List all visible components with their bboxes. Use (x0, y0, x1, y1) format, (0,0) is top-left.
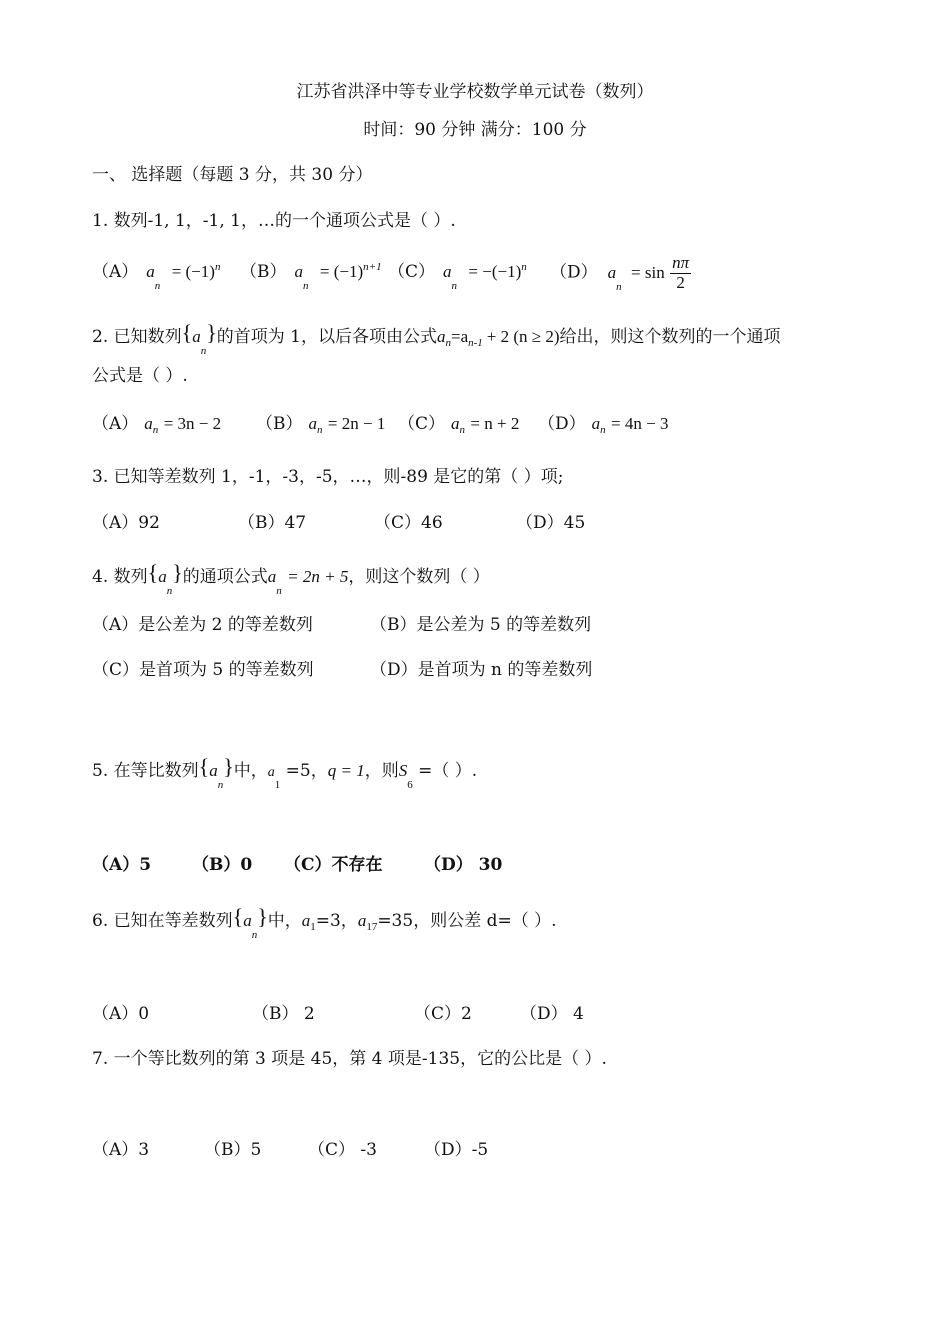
q4-option-a: （A）是公差为 2 的等差数列 (92, 615, 313, 635)
q1-option-b: （B） $a_n = (-1)^{n+1}$ (240, 261, 382, 292)
question-3: 3. 已知等差数列 1，-1，-3，-5，…，则-89 是它的第（ ）项; (92, 467, 564, 487)
q4-option-d: （D）是首项为 n 的等差数列 (370, 660, 593, 680)
q6-option-c: （C）2 (414, 1004, 472, 1024)
q7-option-b: （B）5 (204, 1140, 262, 1160)
q4-option-c: （C）是首项为 5 的等差数列 (92, 660, 314, 680)
q6-option-a: （A）0 (92, 1004, 150, 1024)
q2-option-a: （A） $a_n = 3n - 2$ (92, 414, 222, 436)
q4-option-b: （B）是公差为 5 的等差数列 (370, 615, 592, 635)
q7-option-c: （C） -3 (308, 1140, 377, 1160)
q5-option-c: （C）不存在 (284, 855, 383, 875)
q3-option-c: （C）46 (374, 513, 443, 533)
q3-option-b: （B）47 (238, 513, 307, 533)
q1-option-a: （A） $a_n = (-1)^n$ (92, 261, 221, 292)
q2-option-c: （C） $a_n = n + 2$ (398, 414, 520, 436)
question-4: 4. 数列$\{a_n\}$的通项公式$a_n = 2n + 5$，则这个数列（ ） (92, 560, 490, 597)
question-5: 5. 在等比数列$\{a_n\}$中，$a_1 =5$，q = 1，则$S_6$ =（ ）. (92, 754, 478, 791)
q5-option-d: （D） 30 (424, 855, 503, 875)
fraction: $\frac{n\pi}{2}$ (672, 253, 690, 292)
q2-option-b: （B） $a_n = 2n - 1$ (256, 414, 386, 436)
q7-option-a: （A）3 (92, 1140, 150, 1160)
question-6: 6. 已知在等差数列$\{a_n\}$中，$a_1=3$，$a_{17}=35$，则公差 d=（ ）. (92, 904, 557, 941)
question-2: 2. 已知数列$\{a_n\}$的首项为 1，以后各项由公式$a_n=a_{n-1} + 2$ (n ≥ 2)给出，则这个数列的一个通项 (92, 320, 781, 357)
exam-subtitle: 时间：90 分钟 满分：100 分 (363, 120, 587, 140)
exam-title: 江苏省洪泽中等专业学校数学单元试卷（数列） (296, 82, 654, 102)
q1-option-d: （D） $a_n = \sin$ $\frac{n\pi}{2}$ (550, 253, 690, 293)
q2-option-d: （D） $a_n = 4n - 3$ (538, 414, 669, 436)
q6-option-d: （D） 4 (520, 1004, 584, 1024)
q5-option-a: （A）5 (92, 855, 152, 875)
question-7: 7. 一个等比数列的第 3 项是 45，第 4 项是-135，它的公比是（ ）. (92, 1049, 607, 1069)
q3-option-d: （D）45 (516, 513, 586, 533)
q3-option-a: （A）92 (92, 513, 160, 533)
question-2-line2: 公式是（ ）. (92, 366, 188, 386)
question-1: 1. 数列-1, 1，-1, 1，…的一个通项公式是（ ）. (92, 211, 456, 231)
q7-option-d: （D）-5 (424, 1140, 489, 1160)
section-heading: 一、 选择题（每题 3 分，共 30 分） (92, 165, 373, 185)
q5-option-b: （B）0 (192, 855, 253, 875)
q6-option-b: （B） 2 (252, 1004, 315, 1024)
q1-option-c: （C） $a_n = -(-1)^n$ (388, 261, 527, 292)
